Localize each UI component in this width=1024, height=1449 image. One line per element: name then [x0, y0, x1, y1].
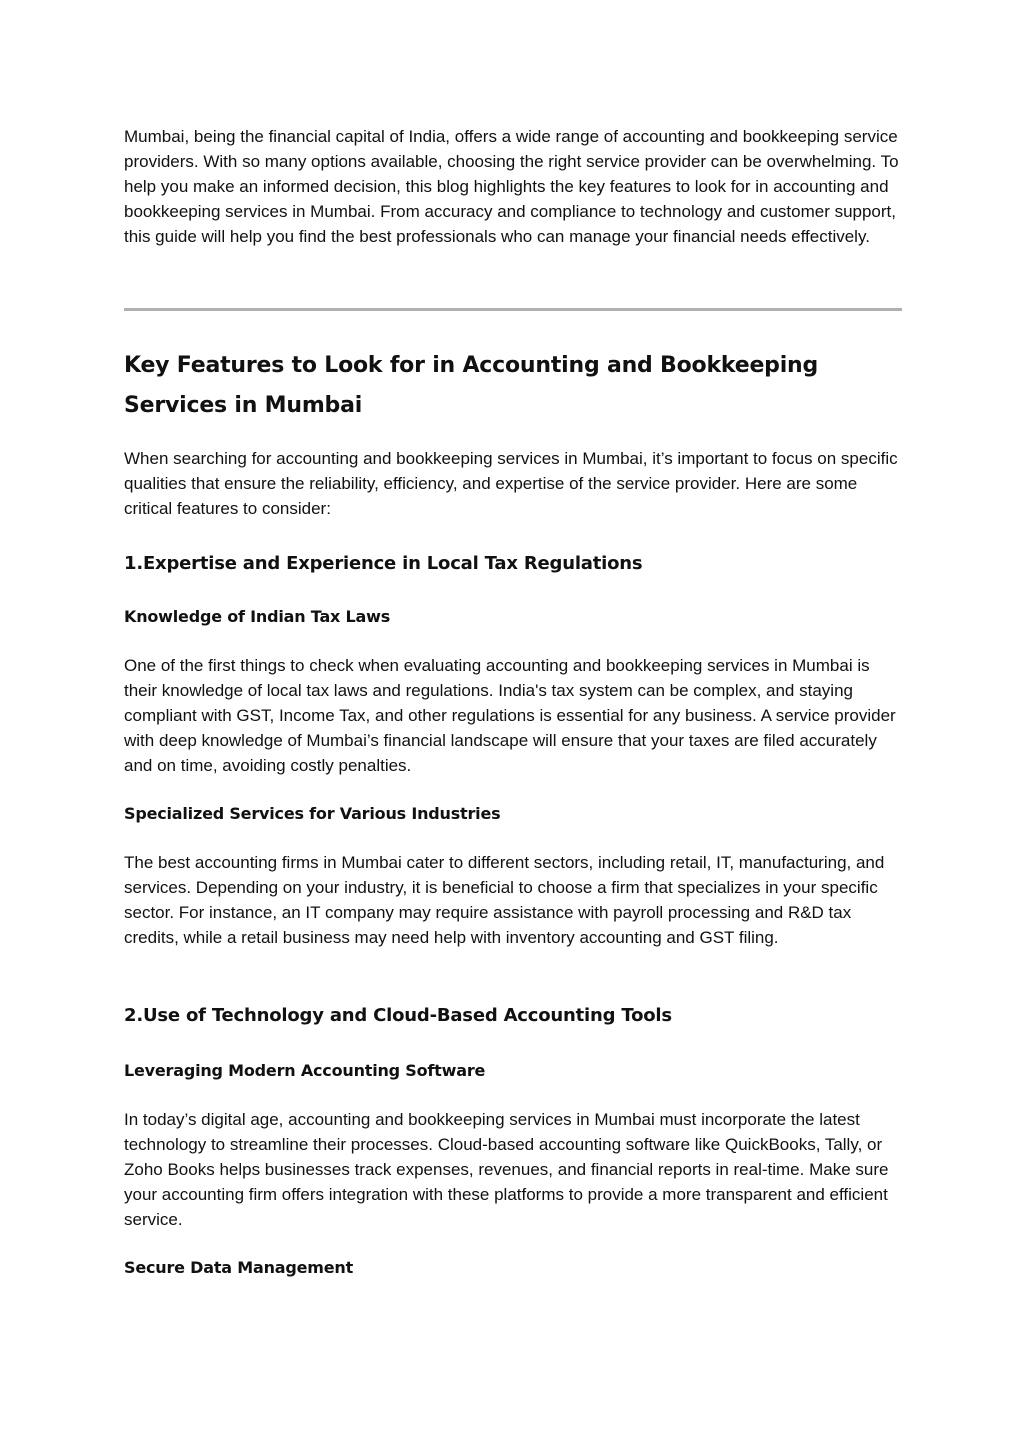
- industries-paragraph: The best accounting firms in Mumbai cater to different sectors, including retail, IT, manufacturing, and services. Depending on your industry, it is beneficial to choose a firm that specializes in your specific sector. For instance, an IT company may require assistance with payroll processing and R&D tax credits, while a retail business may need help with inventory accounting and GST filing.: [124, 853, 885, 947]
- main-intro-paragraph: When searching for accounting and bookkeeping services in Mumbai, it’s important to focus on specific qualities that ensure the reliability, efficiency, and expertise of the service provider. Here are some critical features to consider:: [124, 449, 898, 518]
- subsection-heading-software: Leveraging Modern Accounting Software: [124, 1061, 486, 1080]
- main-heading: Key Features to Look for in Accounting and Bookkeeping Services in Mumbai: [124, 353, 819, 418]
- tax-laws-paragraph: One of the first things to check when evaluating accounting and bookkeeping services in Mumbai is their knowledge of local tax laws and regulations. India's tax system can be complex, and staying compliant with GST, Income Tax, and other regulations is essential for any business. A service provider with deep knowledge of Mumbai’s financial landscape will ensure that your taxes are filed accurately and on time, avoiding costly penalties.: [124, 656, 896, 775]
- subsection-heading-data-management: Secure Data Management: [124, 1258, 354, 1277]
- subsection-heading-industries: Specialized Services for Various Industries: [124, 804, 501, 823]
- section-divider: [124, 308, 902, 311]
- subsection-heading-tax-laws: Knowledge of Indian Tax Laws: [124, 607, 391, 626]
- intro-paragraph: Mumbai, being the financial capital of India, offers a wide range of accounting and bookkeeping service providers. With so many options available, choosing the right service provider can be overwhelming. To help you make an informed decision, this blog highlights the key features to look for in accounting and bookkeeping services in Mumbai. From accuracy and compliance to technology and customer support, this guide will help you find the best professionals who can manage your financial needs effectively.: [124, 127, 899, 246]
- section-heading-expertise: 1.Expertise and Experience in Local Tax Regulations: [124, 553, 643, 574]
- section-heading-technology: 2.Use of Technology and Cloud-Based Accounting Tools: [124, 1005, 672, 1026]
- software-paragraph: In today’s digital age, accounting and bookkeeping services in Mumbai must incorporate the latest technology to streamline their processes. Cloud-based accounting software like QuickBooks, Tally, or Zoho Books helps businesses track expenses, revenues, and financial reports in real-time. Make sure your accounting firm offers integration with these platforms to provide a more transparent and efficient service.: [124, 1110, 889, 1229]
